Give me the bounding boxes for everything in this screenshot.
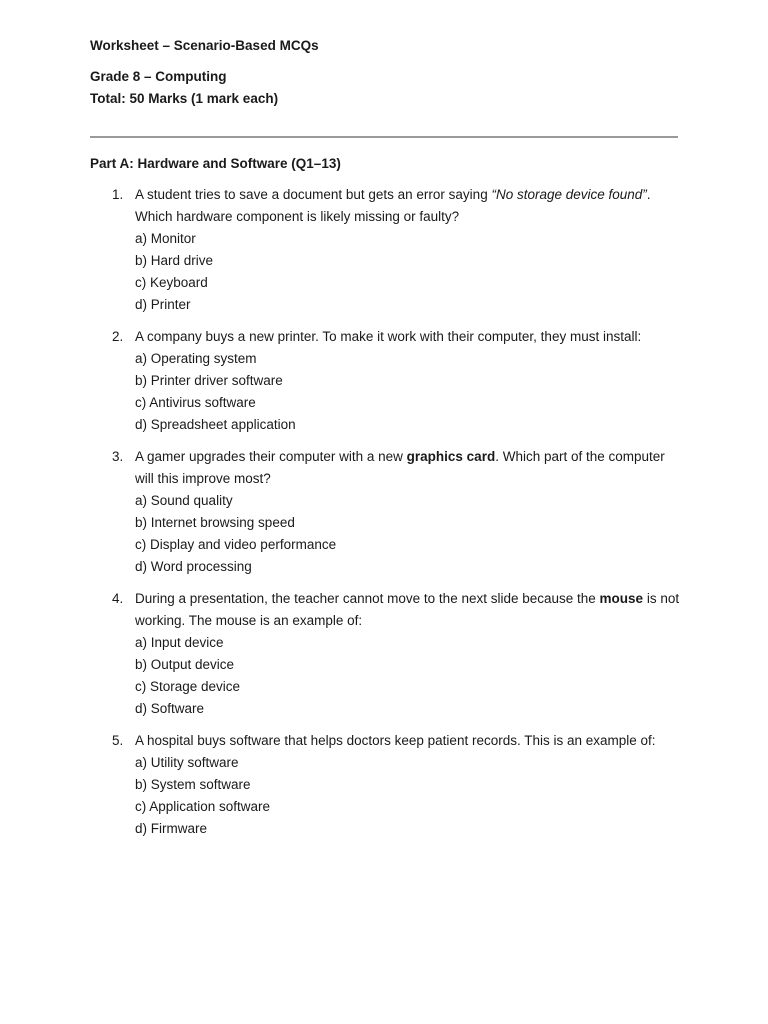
question-stem: A company buys a new printer. To make it work with their computer, they must install: — [135, 329, 642, 344]
answer-option-c: c) Antivirus software — [135, 395, 256, 410]
answer-option-c: c) Application software — [135, 799, 271, 814]
key-term: graphics card — [406, 449, 496, 464]
answer-option-b: b) Internet browsing speed — [135, 515, 295, 530]
answer-options — [135, 632, 680, 720]
question-2 — [90, 326, 680, 436]
answer-option-a: a) Operating system — [135, 351, 257, 366]
question-stem-text: . Which part of the computer will this improve most? — [135, 449, 665, 486]
question-stem — [135, 446, 680, 490]
answer-option-b: b) Hard drive — [135, 253, 214, 268]
answer-option-d: d) Software — [135, 701, 205, 716]
answer-option-c: c) Display and video performance — [135, 537, 337, 552]
question-stem-text: . Which hardware component is likely missing or faulty? — [135, 187, 651, 224]
horizontal-divider — [90, 136, 678, 138]
answer-option-a: a) Monitor — [135, 231, 196, 246]
question-3 — [90, 446, 680, 578]
part-a-heading: Part A: Hardware and Software (Q1–13) — [90, 156, 341, 171]
answer-option-d: d) Spreadsheet application — [135, 417, 296, 432]
question-number: 5. — [112, 733, 124, 748]
question-1 — [90, 184, 680, 316]
answer-option-b: b) Printer driver software — [135, 373, 283, 388]
question-list — [90, 184, 680, 840]
answer-option-d: d) Word processing — [135, 559, 252, 574]
worksheet-title: Worksheet – Scenario-Based MCQs — [90, 38, 319, 53]
question-stem — [135, 588, 680, 632]
question-number: 4. — [112, 591, 124, 606]
question-stem-text: During a presentation, the teacher cannot move to the next slide because the — [135, 591, 600, 606]
answer-option-a: a) Utility software — [135, 755, 239, 770]
answer-options — [135, 752, 680, 840]
answer-option-a: a) Sound quality — [135, 493, 233, 508]
question-stem — [135, 184, 680, 228]
answer-option-b: b) System software — [135, 777, 251, 792]
question-number: 2. — [112, 329, 124, 344]
answer-option-d: d) Printer — [135, 297, 191, 312]
total-marks-line: Total: 50 Marks (1 mark each) — [90, 91, 279, 106]
grade-line: Grade 8 – Computing — [90, 69, 227, 84]
question-stem-text: A gamer upgrades their computer with a new — [135, 449, 407, 464]
worksheet-page — [90, 36, 680, 850]
question-5 — [90, 730, 680, 840]
question-stem-text: A student tries to save a document but gets an error saying — [135, 187, 492, 202]
answer-options — [135, 228, 680, 316]
answer-options — [135, 348, 680, 436]
question-4 — [90, 588, 680, 720]
answer-option-d: d) Firmware — [135, 821, 208, 836]
question-number: 3. — [112, 449, 124, 464]
question-stem: A hospital buys software that helps doctors keep patient records. This is an example of: — [135, 733, 656, 748]
answer-option-b: b) Output device — [135, 657, 235, 672]
answer-options — [135, 490, 680, 578]
answer-option-a: a) Input device — [135, 635, 224, 650]
question-stem-text: is not working. The mouse is an example of: — [135, 591, 680, 628]
key-term: mouse — [599, 591, 644, 606]
question-number: 1. — [112, 187, 124, 202]
error-message-quote: “No storage device found” — [491, 187, 647, 202]
answer-option-c: c) Keyboard — [135, 275, 208, 290]
answer-option-c: c) Storage device — [135, 679, 241, 694]
